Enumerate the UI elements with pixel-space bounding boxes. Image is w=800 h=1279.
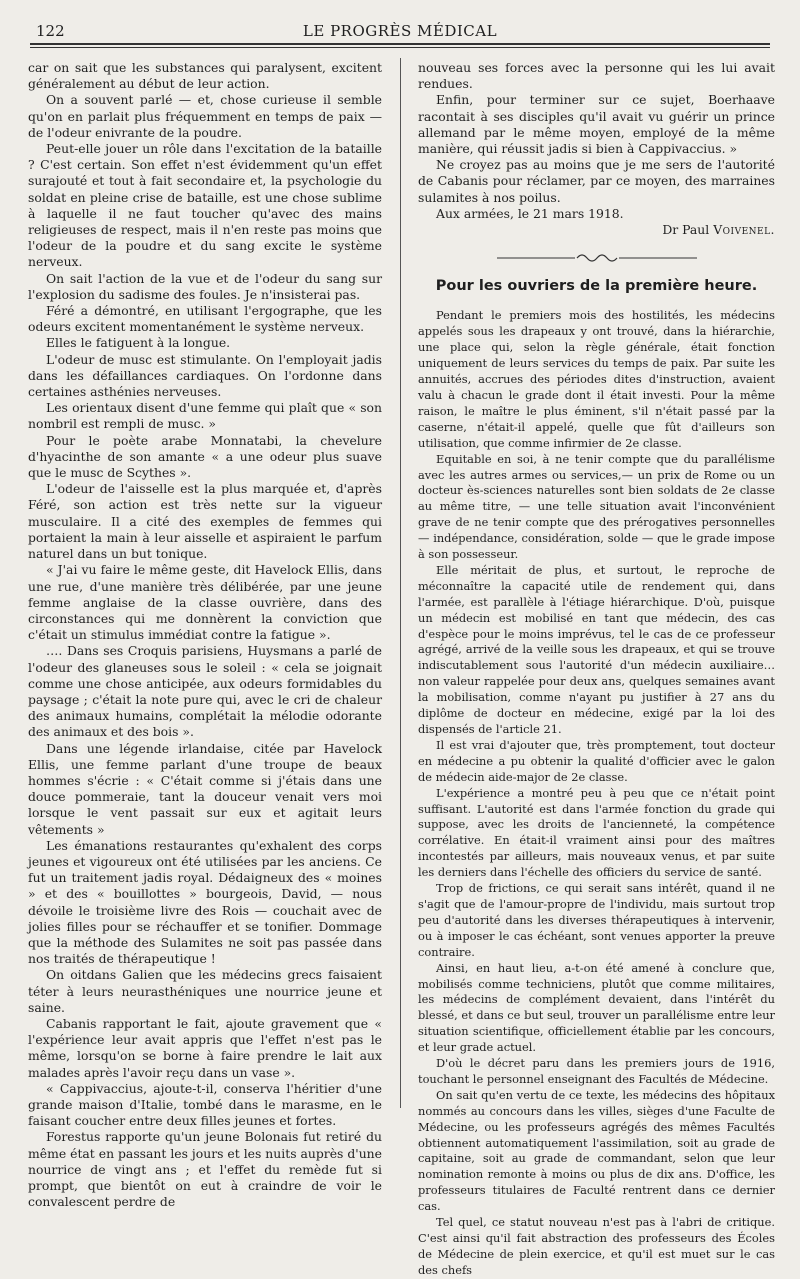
paragraph: D'où le décret paru dans les premiers jours de 1916, touchant le personnel enseignant des Facultés de Médecine.: [418, 1056, 775, 1086]
paragraph: On sait l'action de la vue et de l'odeur du sang sur l'explosion du sadisme des foules. Je n'insisterai pas.: [28, 270, 382, 302]
paragraph: Peut-elle jouer un rôle dans l'excitation de la bataille ? C'est certain. Son effet n'est évidemment qu'un effet surajouté et tout à fait secondaire et, la psychologie du soldat en pleine crise de bataille, est une chose sublime à laquelle il ne faut toucher qu'avec des mains religieuses de respect, mais il n'en reste pas moins que l'odeur de la poudre et du sang excite le système nerveux.: [28, 141, 382, 270]
author-signature: [418, 222, 775, 238]
page-header: [30, 20, 770, 42]
paragraph: Tel quel, ce statut nouveau n'est pas à l'abri de critique. C'est ainsi qu'il fait abstraction des professeurs des Écoles de Médecine de plein exercice, et qu'il est muet sur le cas des chefs: [418, 1215, 775, 1277]
header-rule: [30, 43, 770, 48]
paragraph: Féré a démontré, en utilisant l'ergographe, que les odeurs excitent momentanément le système nerveux.: [28, 303, 382, 335]
paragraph: Dans une légende irlandaise, citée par Havelock Ellis, une femme parlant d'une troupe de beaux hommes s'écrie : « C'était comme si j'étais dans une douce pommeraie, tant la douceur venait vers moi lorsque le vent passait sur eux et agitait leurs vêtements »: [28, 740, 382, 837]
flourish-divider-icon: [497, 252, 697, 264]
paragraph: L'odeur de l'aisselle est la plus marquée et, d'après Féré, son action est très nette sur la vigueur musculaire. Il a cité des exemples de femmes qui portaient la main à leur aisselle et aspiraient le parfum naturel dans un but tonique.: [28, 481, 382, 562]
paragraph: Trop de frictions, ce qui serait sans intérêt, quand il ne s'agit que de l'amour-propre de l'individu, mais surtout trop peu d'autorité dans les diverses thérapeutiques à intervenir, ou à imposer le cas échéant, sont venues apporter la preuve contraire.: [418, 881, 775, 959]
paragraph: …. Dans ses Croquis parisiens, Huysmans a parlé de l'odeur des glaneuses sous le soleil : « cela se joignait comme une chose anticipée, aux odeurs formidables du paysage ; c'était la note pure qui, avec le cri de chaleur des animaux humains, complétait la mélodie odorante des animaux et des bois ».: [28, 643, 382, 740]
paragraph: Equitable en soi, à ne tenir compte que du parallélisme avec les autres armes ou services,— un prix de Rome ou un docteur ès-sciences naturelles sont bien soldats de 2e classe au même titre, — une telle situation avait l'inconvénient grave de ne tenir compte que des prérogatives personnelles— indépendance, considération, solde — que le grade impose à son possesseur.: [418, 451, 775, 562]
column-divider: [400, 58, 401, 1108]
paragraph: Forestus rapporte qu'un jeune Bolonais fut retiré du même état en passant les jours et les nuits auprès d'une nourrice de vingt ans ; et l'effet du remède fut si prompt, que bientôt on eut à craindre de voir le convalescent perdre de: [28, 1129, 382, 1210]
paragraph: « Cappivaccius, ajoute-t-il, conserva l'héritier d'une grande maison d'Italie, tombé dans le marasme, en le faisant coucher entre deux filles jeunes et fortes.: [28, 1080, 382, 1129]
paragraph: Ainsi, en haut lieu, a-t-on été amené à conclure que, mobilisés comme techniciens, plutôt que comme militaires, les médecins de complément devaient, dans l'intérêt du blessé, et dans ce but seul, trouver un parallélisme entre leur situation scientifique, officiellement établie par les concours, et leur grade actuel.: [418, 960, 775, 1055]
paragraph: nouveau ses forces avec la personne qui les lui avait rendues.: [418, 60, 775, 92]
paragraph: Cabanis rapportant le fait, ajoute gravement que « l'expérience leur avait appris que l'effet n'est pas le même, lorsqu'on se borne à faire prendre le lait aux malades après l'avoir reçu dans un vase ».: [28, 1015, 382, 1080]
paragraph: On oitdans Galien que les médecins grecs faisaient téter à leurs neurasthéniques une nourrice jeune et saine.: [28, 967, 382, 1015]
section-ornament: [418, 252, 775, 266]
author-prefix: Dr Paul: [662, 222, 710, 238]
paragraph: Elle méritait de plus, et surtout, le reproche de méconnaître la capacité utile de rendement qui, dans l'armée, est parallèle à l'étiage hiérarchique. D'où, puisque un médecin est mobilisé en tant que médecin, des cas d'espèce pour le moins imprévus, tel le cas de ce professeur agrégé, arrivé de la veille sous les drapeaux, et qui se trouve indiscutablement sous l'autorité d'un médecin auxiliaire… non valeur rappelée pour deux ans, quelques semaines avant la mobilisation, comme n'ayant pu justifier à 27 ans du diplôme de docteur en médecine, exigé par la loi des dispensés de l'article 21.: [418, 562, 775, 736]
paragraph: Les orientaux disent d'une femme qui plaît que « son nombril est rempli de musc. »: [28, 400, 382, 432]
page-number: 122: [36, 22, 65, 40]
paragraph: Ne croyez pas au moins que je me sers de l'autorité de Cabanis pour réclamer, par ce moyen, des marraines sulamites à nos poilus.: [418, 157, 775, 205]
paragraph: Pour le poète arabe Monnatabi, la chevelure d'hyacinthe de son amante « a une odeur plus suave que le musc de Scythes ».: [28, 432, 382, 481]
signoff-line: Aux armées, le 21 mars 1918.: [436, 205, 624, 221]
running-title: LE PROGRÈS MÉDICAL: [302, 22, 498, 40]
paragraph: Les émanations restaurantes qu'exhalent des corps jeunes et vigoureux ont été utilisées par les anciens. Ce fut un traitement jadis royal. Dédaigneux des « moines » et des « bouillottes » bourgeois, David, — nous dévoile le troisième livre des Rois — couchait avec de jolies filles pour se réchauffer et se tonifier. Dommage que la méthode des Sulamites ne soit pas passée dans nos traités de thérapeutique !: [28, 837, 382, 967]
author-name: Voivenel.: [713, 222, 775, 238]
paragraph: L'odeur de musc est stimulante. On l'employait jadis dans les défaillances cardiaques. On l'ordonne dans certaines asthénies nerveuses.: [28, 351, 382, 400]
paragraph: Elles le fatiguent à la longue.: [46, 335, 231, 351]
paragraph: On a souvent parlé — et, chose curieuse il semble qu'on en parlait plus fréquemment en temps de paix — de l'odeur enivrante de la poudre.: [28, 92, 382, 140]
section-title: Pour les ouvriers de la première heure.: [435, 278, 758, 295]
paragraph: Il est vrai d'ajouter que, très promptement, tout docteur en médecine a pu obtenir la qualité d'officier avec le galon de médecin aide-major de 2e classe.: [418, 737, 775, 784]
article-body: [418, 308, 775, 1278]
paragraph: L'expérience a montré peu à peu que ce n'était point suffisant. L'autorité est dans l'armée fonction du grade qui suppose, avec les droits de l'ancienneté, la compétence corrélative. En était-il vraiment ainsi pour des maîtres incontestés par ailleurs, mais nouveaux venus, et par suite les derniers dans l'échelle des officiers du service de santé.: [418, 785, 775, 880]
paragraph: On sait qu'en vertu de ce texte, les médecins des hôpitaux nommés au concours dans les villes, sièges d'une Faculte de Médecine, ou les professeurs agrégés des mêmes Facultés obtiennent automatiquement l'assimilation, soit au grade de capitaine, soit au grade de commandant, selon que leur nomination remonte à moins ou plus de dix ans. D'office, les professeurs titulaires de Faculté rentrent dans ce dernier cas.: [418, 1087, 775, 1214]
paragraph: car on sait que les substances qui paralysent, excitent généralement au début de leur action.: [28, 60, 382, 92]
right-column: [418, 60, 775, 1277]
paragraph: Enfin, pour terminer sur ce sujet, Boerhaave racontait à ses disciples qu'il avait vu guérir un prince allemand par le même moyen, employé de la même manière, qui réussit jadis si bien à Cappivaccius. »: [418, 92, 775, 157]
paragraph: Pendant le premiers mois des hostilités, les médecins appelés sous les drapeaux y ont trouvé, dans la hiérarchie, une place qui, selon la règle générale, était fonction uniquement de leurs services du temps de paix. Par suite les annuités, accrues des périodes dites d'instruction, avaient valu à chacun le grade dont il était investi. Pour la même raison, le maître le plus éminent, s'il n'était passé par la caserne, n'était-il appelé, quelle que fût d'ailleurs son utilisation, que comme infirmier de 2e classe.: [418, 308, 775, 450]
left-column: [28, 60, 382, 1210]
paragraph: « J'ai vu faire le même geste, dit Havelock Ellis, dans une rue, d'une manière très délibérée, par une jeune femme anglaise de la classe ouvrière, dans des circonstances qui me donnèrent la conviction que c'était un stimulus immédiat contre la fatigue ».: [28, 562, 382, 643]
